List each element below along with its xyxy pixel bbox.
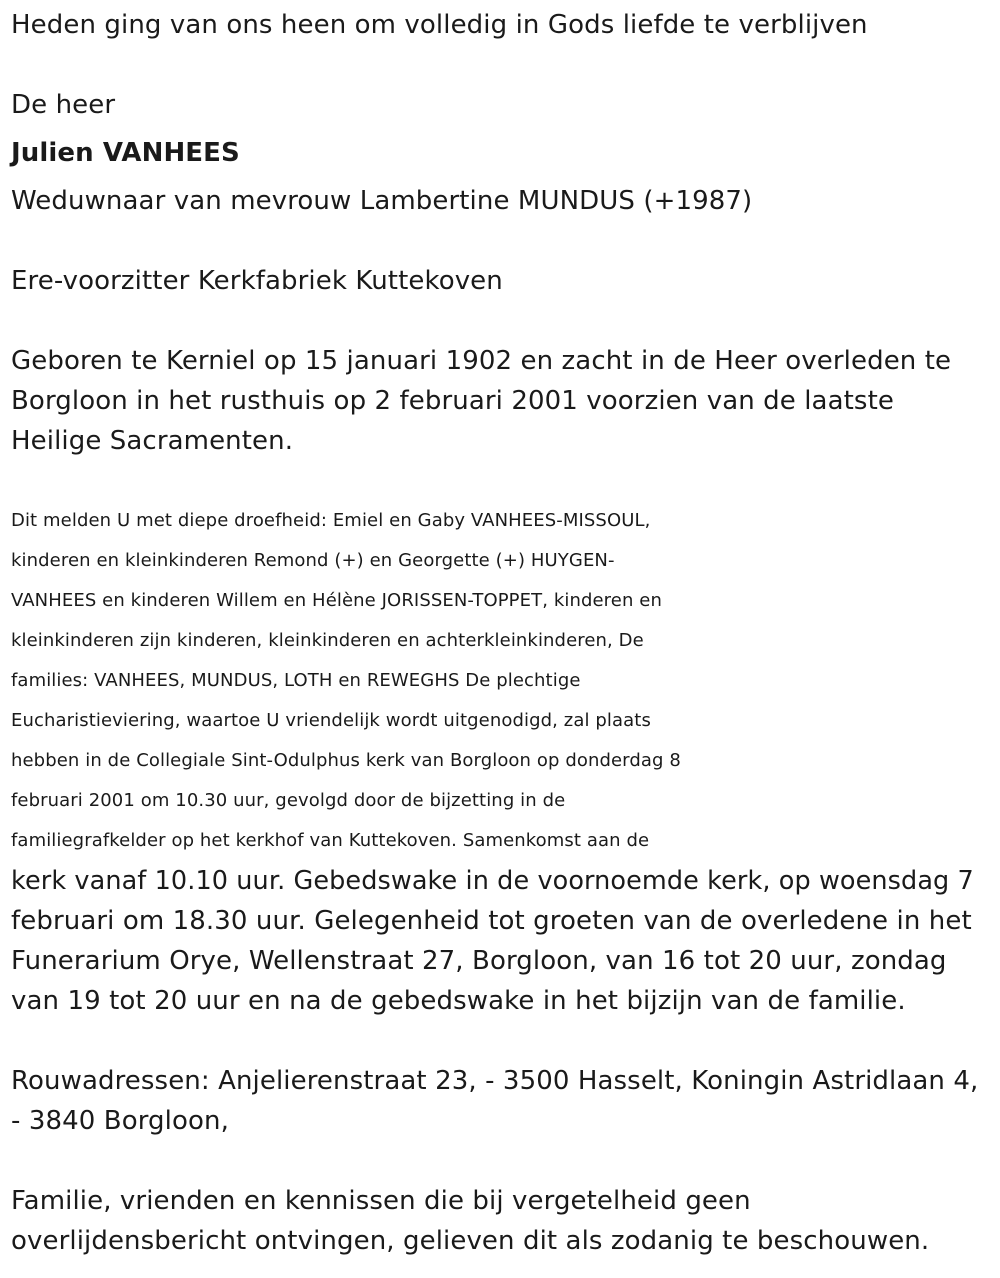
notice-line: kerk vanaf 10.10 uur. Gebedswake in de voornoemde kerk, op woensdag 7	[11, 866, 974, 896]
notice-paragraph	[11, 501, 974, 1021]
birth-death-line: Heilige Sacramenten.	[11, 426, 294, 456]
address-line: - 3840 Borgloon,	[11, 1106, 229, 1136]
notice-line: familiegrafkelder op het kerkhof van Kuttekoven. Samenkomst aan de	[11, 830, 650, 851]
birth-death-line: Borgloon in het rusthuis op 2 februari 2001 voorzien van de laatste	[11, 386, 894, 416]
salutation: De heer	[11, 90, 116, 120]
notice-line: families: VANHEES, MUNDUS, LOTH en REWEGHS De plechtige	[11, 670, 581, 691]
notice-line: kinderen en kleinkinderen Remond (+) en Georgette (+) HUYGEN-	[11, 550, 615, 571]
notice-line: hebben in de Collegiale Sint-Odulphus kerk van Borgloon op donderdag 8	[11, 750, 681, 771]
notice-line: VANHEES en kinderen Willem en Hélène JORISSEN-TOPPET, kinderen en	[11, 590, 662, 611]
widower-line: Weduwnaar van mevrouw Lambertine MUNDUS (+1987)	[11, 186, 753, 216]
honorary-title: Ere-voorzitter Kerkfabriek Kuttekoven	[11, 266, 503, 296]
intro-text: Heden ging van ons heen om volledig in Gods liefde te verblijven	[11, 10, 868, 40]
birth-death-paragraph	[11, 341, 951, 461]
notice-line: februari 2001 om 10.30 uur, gevolgd door de bijzetting in de	[11, 790, 566, 811]
closing-line: Familie, vrienden en kennissen die bij vergetelheid geen	[11, 1186, 751, 1216]
address-line: Rouwadressen: Anjelierenstraat 23, - 3500 Hasselt, Koningin Astridlaan 4,	[11, 1066, 979, 1096]
notice-line: kleinkinderen zijn kinderen, kleinkinderen en achterkleinkinderen, De	[11, 630, 644, 651]
birth-death-line: Geboren te Kerniel op 15 januari 1902 en zacht in de Heer overleden te	[11, 346, 952, 376]
closing-paragraph	[11, 1181, 929, 1261]
notice-line: Dit melden U met diepe droefheid: Emiel en Gaby VANHEES-MISSOUL,	[11, 510, 651, 531]
notice-line: Eucharistieviering, waartoe U vriendelijk wordt uitgenodigd, zal plaats	[11, 710, 651, 731]
notice-line: Funerarium Orye, Wellenstraat 27, Borgloon, van 16 tot 20 uur, zondag	[11, 946, 947, 976]
notice-line: februari om 18.30 uur. Gelegenheid tot groeten van de overledene in het	[11, 906, 972, 936]
deceased-name-block	[11, 129, 240, 177]
notice-line: van 19 tot 20 uur en na de gebedswake in het bijzijn van de familie.	[11, 986, 906, 1016]
deceased-name: Julien VANHEES	[11, 138, 240, 168]
closing-line: overlijdensbericht ontvingen, gelieven dit als zodanig te beschouwen.	[11, 1226, 930, 1256]
condolence-addresses	[11, 1061, 978, 1141]
